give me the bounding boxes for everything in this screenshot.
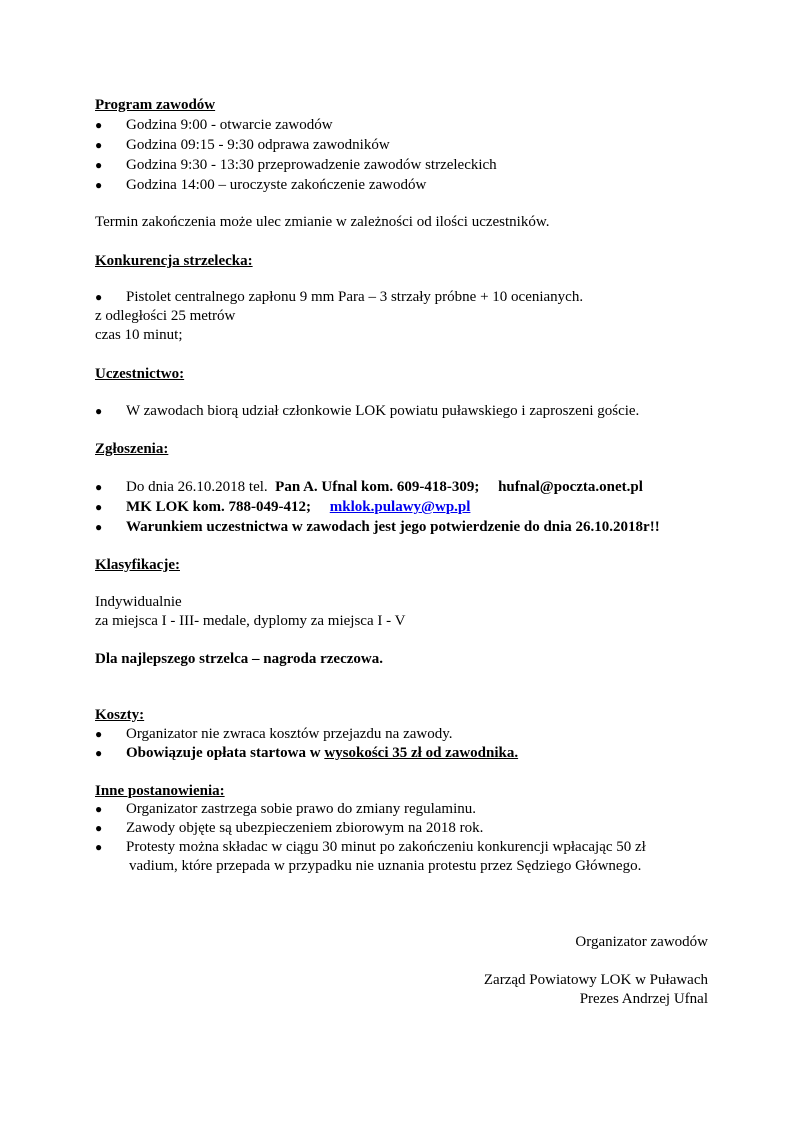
zgloszenia-item-3: Warunkiem uczestnictwa w zawodach jest jego potwierdzenie do dnia 26.10.2018r!!: [126, 519, 660, 535]
bullet-icon: ●: [95, 158, 103, 172]
koszty-heading: Koszty:: [95, 707, 145, 723]
program-item-3: Godzina 9:30 - 13:30 przeprowadzenie zawodów strzeleckich: [126, 157, 497, 173]
inne-item-1: Organizator zastrzega sobie prawo do zmiany regulaminu.: [126, 801, 477, 817]
inne-item-2: Zawody objęte są ubezpieczeniem zbiorowym na 2018 rok.: [126, 820, 484, 836]
zgloszenia-item-1: [126, 478, 643, 497]
bullet-icon: ●: [95, 118, 103, 132]
program-item-4: Godzina 14:00 – uroczyste zakończenie zawodów: [126, 177, 427, 193]
klasyfikacje-heading: Klasyfikacje:: [95, 557, 180, 573]
uczestnictwo-item: W zawodach biorą udział członkowie LOK powiatu puławskiego i zaproszeni goście.: [126, 403, 640, 419]
program-heading: Program zawodów: [95, 97, 216, 113]
inne-heading: Inne postanowienia:: [95, 783, 225, 799]
konkurencja-distance: z odległości 25 metrów: [95, 308, 236, 324]
klasyfikacje-line-2: za miejsca I - III- medale, dyplomy za miejsca I - V: [95, 613, 406, 629]
koszty-item-2-prefix: Obowiązuje opłata startowa w: [126, 745, 325, 761]
koszty-item-1: Organizator nie zwraca kosztów przejazdu na zawody.: [126, 726, 453, 742]
bullet-icon: ●: [95, 138, 103, 152]
bullet-icon: ●: [95, 520, 103, 534]
bullet-icon: ●: [95, 178, 103, 192]
klasyfikacje-line-1: Indywidualnie: [95, 594, 182, 610]
signature-president: Prezes Andrzej Ufnal: [579, 991, 708, 1007]
zgloszenia-email-1[interactable]: hufnal@poczta.onet.pl: [498, 479, 643, 495]
koszty-item-2: [126, 744, 518, 763]
klasyfikacje-prize: Dla najlepszego strzelca – nagroda rzeczowa.: [95, 651, 383, 667]
bullet-icon: ●: [95, 840, 103, 854]
konkurencja-item: Pistolet centralnego zapłonu 9 mm Para – 3 strzały próbne + 10 ocenianych.: [126, 289, 584, 305]
inne-item-3-line-2: vadium, które przepada w przypadku nie uznania protestu przez Sędziego Głównego.: [129, 858, 642, 874]
bullet-icon: ●: [95, 290, 103, 304]
bullet-icon: ●: [95, 802, 103, 816]
zgloszenia-contact-2: MK LOK kom. 788-049-412;: [126, 499, 311, 515]
zgloszenia-item-2: [126, 498, 470, 517]
bullet-icon: ●: [95, 746, 103, 760]
zgloszenia-item-1-prefix: Do dnia 26.10.2018 tel.: [126, 479, 268, 495]
bullet-icon: ●: [95, 404, 103, 418]
signature-board: Zarząd Powiatowy LOK w Puławach: [483, 972, 708, 988]
program-item-1: Godzina 9:00 - otwarcie zawodów: [126, 117, 333, 133]
inne-item-3-line-1: Protesty można składac w ciągu 30 minut po zakończeniu konkurencji wpłacając 50 zł: [126, 839, 646, 855]
koszty-fee: wysokości 35 zł od zawodnika.: [324, 745, 519, 761]
uczestnictwo-heading: Uczestnictwo:: [95, 366, 185, 382]
bullet-icon: ●: [95, 821, 103, 835]
zgloszenia-heading: Zgłoszenia:: [95, 441, 169, 457]
zgloszenia-contact-1: Pan A. Ufnal kom. 609-418-309;: [275, 479, 480, 495]
program-note: Termin zakończenia może ulec zmianie w zależności od ilości uczestników.: [95, 214, 550, 230]
bullet-icon: ●: [95, 480, 103, 494]
signature-organizer: Organizator zawodów: [575, 934, 708, 950]
konkurencja-heading: Konkurencja strzelecka:: [95, 253, 253, 269]
program-item-2: Godzina 09:15 - 9:30 odprawa zawodników: [126, 137, 390, 153]
bullet-icon: ●: [95, 500, 103, 514]
bullet-icon: ●: [95, 727, 103, 741]
konkurencja-time: czas 10 minut;: [95, 327, 183, 343]
zgloszenia-email-2-link[interactable]: mklok.pulawy@wp.pl: [329, 499, 471, 515]
